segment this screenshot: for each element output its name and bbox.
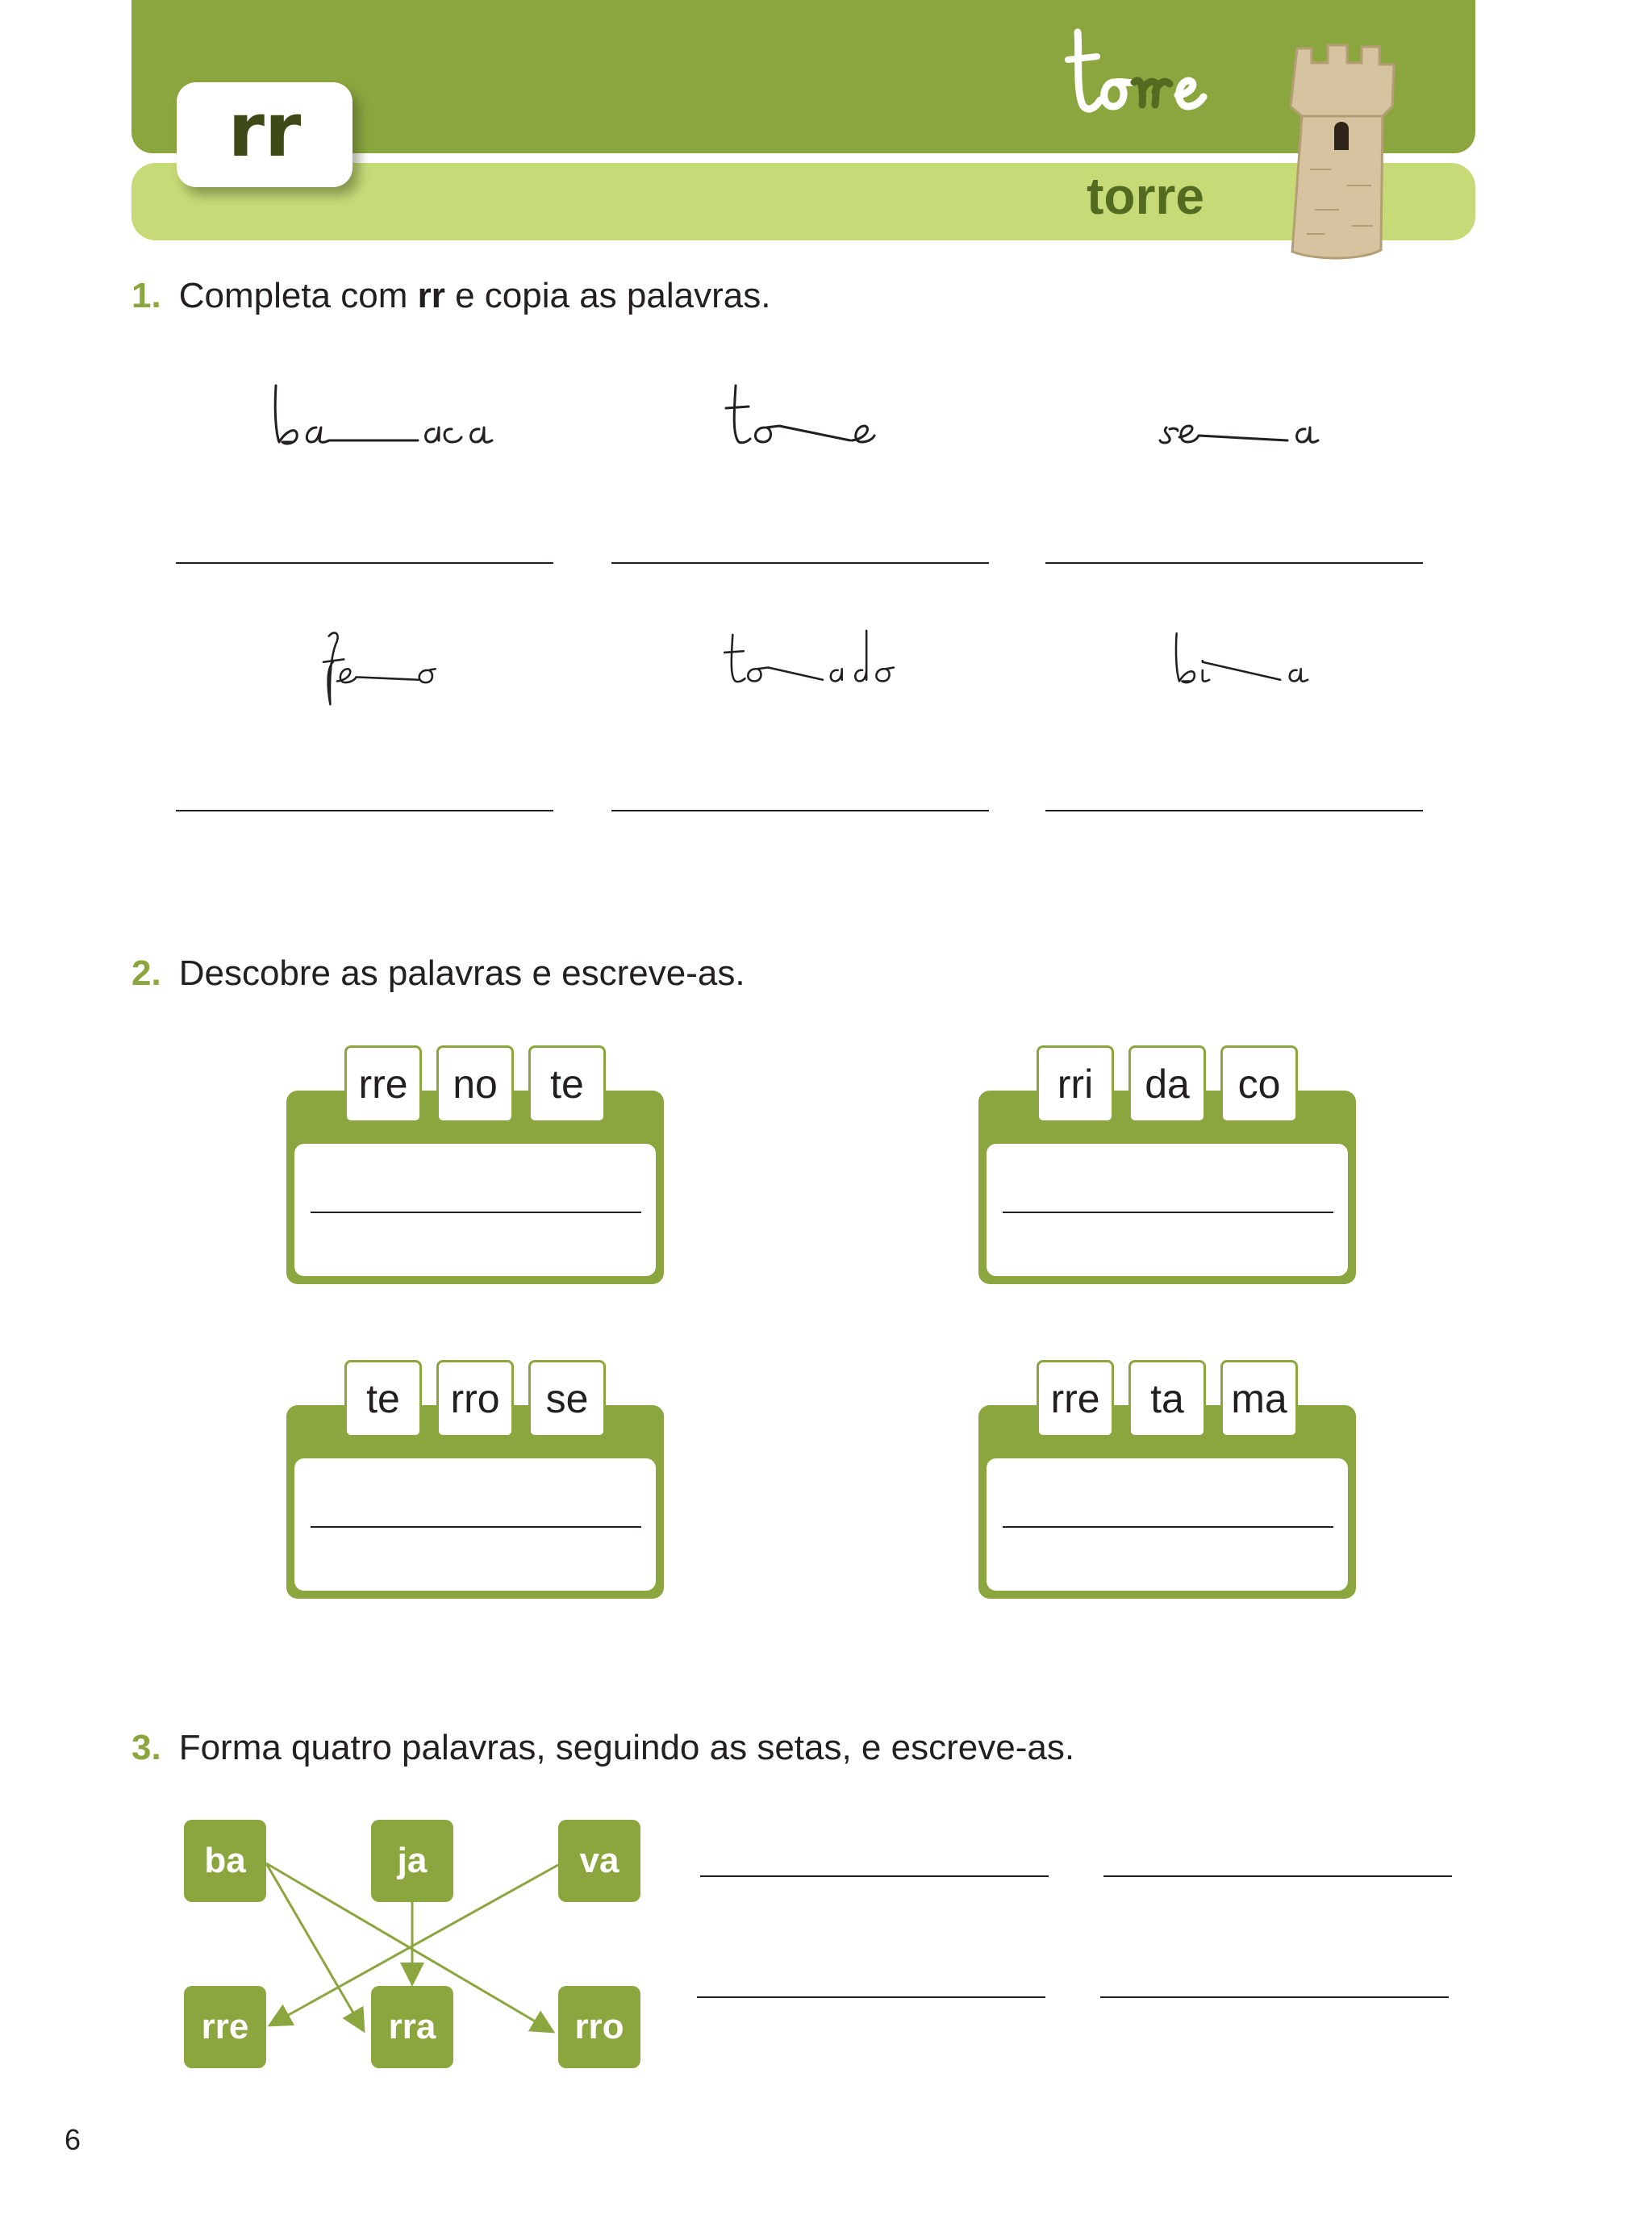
script-word-3 [1129,371,1371,460]
syllable-card[interactable]: rre [344,1045,422,1123]
syllable-card[interactable]: ta [1128,1360,1206,1437]
exercise1-number: 1. [131,276,161,315]
tray-answer-area[interactable] [987,1144,1348,1276]
syllable-card[interactable]: da [1128,1045,1206,1123]
syllable-card[interactable]: rre [1037,1360,1114,1437]
script-word-6 [1129,621,1371,710]
syllable-tray-2 [978,1062,1356,1284]
exercise3-instruction: 3. Forma quatro palavras, seguindo as setas, e escreve-as. [131,1728,1075,1767]
tower-icon [1283,32,1404,262]
answer-line[interactable] [700,1875,1049,1877]
arrow-ba-rra [266,1863,363,2029]
syllable-node-top[interactable]: ba [184,1820,266,1902]
syllable-card[interactable]: se [528,1360,606,1437]
syllable-node-top[interactable]: ja [371,1820,453,1902]
tray-answer-area[interactable] [294,1458,656,1591]
syllable-node-bottom[interactable]: rra [371,1986,453,2068]
syllable-card[interactable]: co [1220,1045,1298,1123]
tray-answer-area[interactable] [294,1144,656,1276]
syllable-card[interactable]: te [528,1045,606,1123]
answer-line[interactable] [311,1212,641,1213]
answer-line[interactable] [611,562,989,564]
syllable-node-bottom[interactable]: rre [184,1986,266,2068]
answer-line[interactable] [1045,810,1423,811]
letter-card-text: rr [227,87,302,173]
answer-line[interactable] [1045,562,1423,564]
exercise3-number: 3. [131,1728,161,1767]
header-word-script [1065,18,1234,131]
page-number: 6 [65,2123,81,2156]
syllable-tray-4 [978,1376,1356,1599]
tray-answer-area[interactable] [987,1458,1348,1591]
syllable-card[interactable]: no [436,1045,514,1123]
syllable-tray-3 [286,1376,664,1599]
answer-line[interactable] [1003,1212,1333,1213]
answer-line[interactable] [1100,1996,1449,1998]
exercise1-instruction: 1. Completa com rr e copia as palavras. [131,276,771,315]
syllable-node-bottom[interactable]: rro [558,1986,640,2068]
answer-line[interactable] [1003,1526,1333,1528]
exercise2-number: 2. [131,953,161,993]
script-word-4 [295,621,537,710]
script-word-5 [702,621,944,710]
syllable-node-top[interactable]: va [558,1820,640,1902]
answer-line[interactable] [176,810,553,811]
script-word-2 [702,371,944,460]
answer-line[interactable] [697,1996,1045,1998]
header-word-print: torre [1087,167,1204,225]
syllable-card[interactable]: rri [1037,1045,1114,1123]
answer-line[interactable] [611,810,989,811]
syllable-card[interactable]: ma [1220,1360,1298,1437]
script-word-1 [265,371,507,460]
syllable-card[interactable]: te [344,1360,422,1437]
answer-line[interactable] [176,562,553,564]
syllable-card[interactable]: rro [436,1360,514,1437]
letter-card [177,82,353,187]
exercise2-instruction: 2. Descobre as palavras e escreve-as. [131,953,745,993]
syllable-tray-1 [286,1062,664,1284]
answer-line[interactable] [1103,1875,1452,1877]
answer-line[interactable] [311,1526,641,1528]
